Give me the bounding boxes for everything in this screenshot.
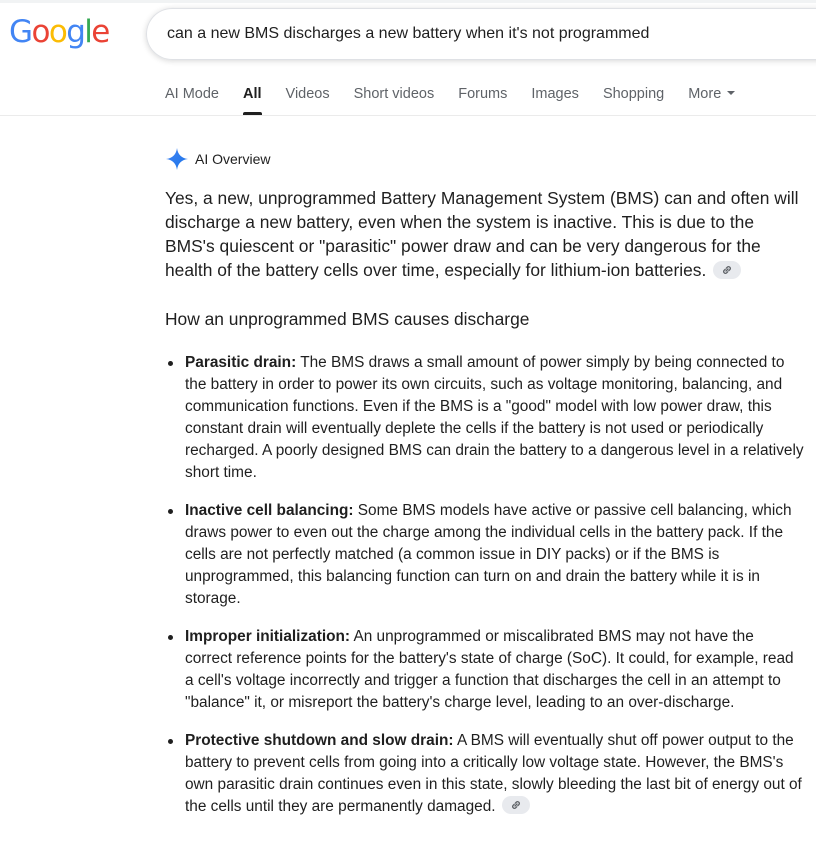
link-icon bbox=[721, 264, 733, 276]
tab-forums[interactable] bbox=[458, 80, 507, 116]
tab-shopping[interactable] bbox=[603, 80, 664, 116]
tab-label: All bbox=[243, 86, 262, 102]
logo-letter: o bbox=[31, 14, 49, 50]
summary-text: Yes, a new, unprogrammed Battery Management System (BMS) can and often will discharge a new battery, even when the system is inactive. This is due to the BMS's quiescent or "parasitic" power draw and can be very dangerous for the health of the battery cells over time, especially for lithium-ion batteries. bbox=[165, 188, 799, 280]
tab-label: Images bbox=[531, 86, 579, 102]
tab-label: AI Mode bbox=[165, 86, 219, 102]
bullet-text: Some BMS models have active or passive cell balancing, which draws power to even out the charge among the individual cells in the battery pack. If the cells are not perfectly matched (a common issue in DIY packs) or if the BMS is unprogrammed, this balancing function can turn on and drain the battery while it is in storage. bbox=[185, 502, 792, 607]
list-item bbox=[165, 730, 805, 818]
search-box[interactable] bbox=[146, 8, 816, 60]
ai-summary bbox=[165, 186, 805, 282]
tab-more[interactable] bbox=[688, 80, 735, 116]
search-input[interactable] bbox=[167, 25, 807, 43]
caret-down-icon bbox=[727, 91, 735, 95]
tab-ai-mode[interactable] bbox=[165, 80, 219, 116]
list-item bbox=[165, 626, 805, 714]
ai-overview-title: AI Overview bbox=[195, 151, 271, 167]
tab-short-videos[interactable] bbox=[354, 80, 435, 116]
ai-overview-content bbox=[165, 186, 805, 834]
google-logo[interactable] bbox=[9, 14, 109, 50]
bullet-text: The BMS draws a small amount of power simply by being connected to the battery in order to power its own circuits, such as voltage monitoring, balancing, and communication functions. Even if the BMS is a "good" model with low power draw, this constant drain will eventually deplete the cells if the battery is not used or periodically recharged. A poorly designed BMS can drain the battery to a dangerous level in a relatively short time. bbox=[185, 354, 804, 481]
logo-letter: l bbox=[84, 14, 92, 50]
sparkle-icon bbox=[165, 147, 189, 171]
bullet-term: Inactive cell balancing: bbox=[185, 502, 354, 519]
top-border bbox=[0, 0, 816, 3]
source-link-chip[interactable] bbox=[502, 796, 530, 814]
ai-overview-header bbox=[165, 147, 270, 171]
logo-letter: G bbox=[9, 14, 32, 50]
section-heading: How an unprogrammed BMS causes discharge bbox=[165, 309, 530, 329]
tab-label: Short videos bbox=[353, 86, 435, 102]
header-divider bbox=[0, 115, 816, 116]
list-item bbox=[165, 352, 805, 484]
logo-letter: g bbox=[66, 14, 85, 50]
bullet-text: An unprogrammed or miscalibrated BMS may not have the correct reference points for the battery's state of charge (SoC). It could, for example, read a cell's voltage incorrectly and trigger a function that discharges the cell in an attempt to "balance" it, or misreport the battery's charge level, leading to an over-discharge. bbox=[185, 628, 794, 711]
link-icon bbox=[510, 799, 522, 811]
bullet-term: Protective shutdown and slow drain: bbox=[185, 732, 454, 749]
bullet-term: Improper initialization: bbox=[185, 628, 351, 645]
bullet-text: A BMS will eventually shut off power output to the battery to prevent cells from going into a critically low voltage state. However, the BMS's own parasitic drain continues even in this state, slowly bleeding the last bit of energy out of the cells until they are permanently damaged. bbox=[185, 732, 802, 815]
tab-videos[interactable] bbox=[286, 80, 330, 116]
logo-letter: o bbox=[48, 14, 67, 50]
tab-label: Forums bbox=[458, 86, 508, 102]
search-tabs bbox=[165, 80, 759, 116]
tab-label: More bbox=[688, 86, 722, 102]
logo-letter: e bbox=[91, 14, 109, 50]
cause-list bbox=[165, 352, 805, 818]
tab-label: Videos bbox=[285, 86, 330, 102]
tab-images[interactable] bbox=[531, 80, 579, 116]
source-link-chip[interactable] bbox=[713, 261, 741, 279]
tab-label: Shopping bbox=[602, 86, 665, 102]
list-item bbox=[165, 500, 805, 610]
tab-all[interactable] bbox=[243, 80, 262, 116]
bullet-term: Parasitic drain: bbox=[185, 354, 297, 371]
